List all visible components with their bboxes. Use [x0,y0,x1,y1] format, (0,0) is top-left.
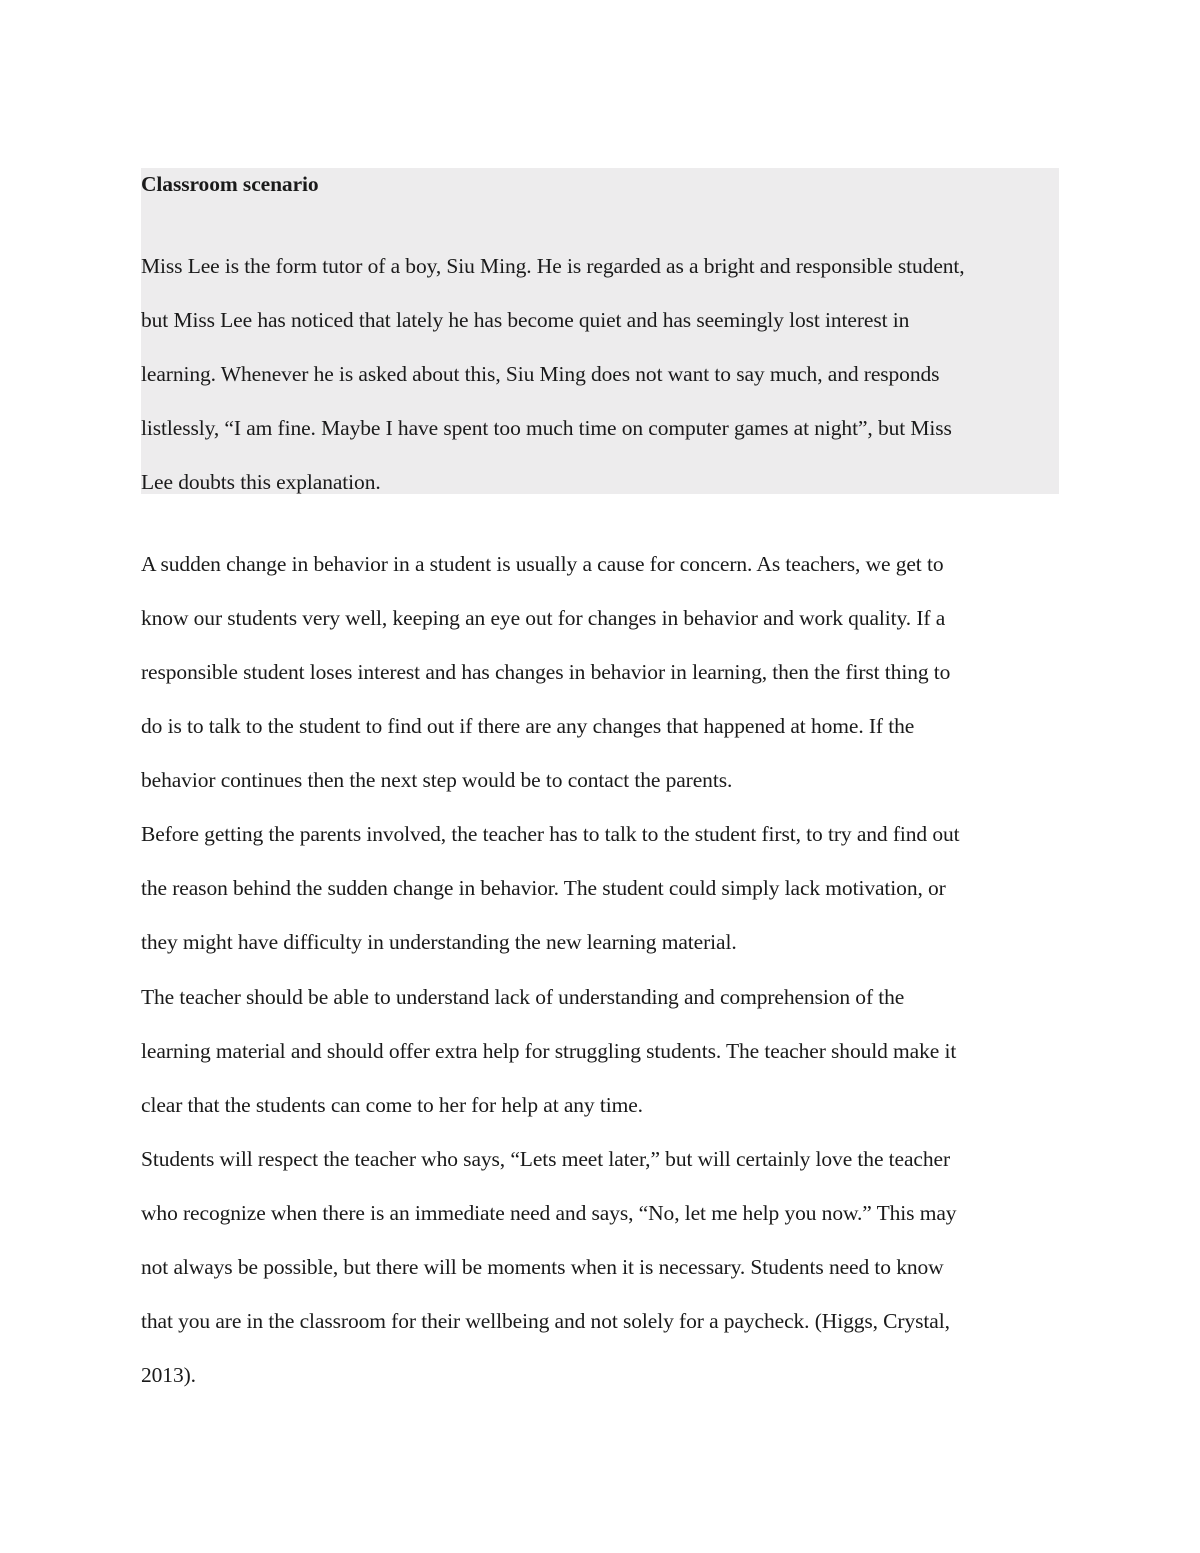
scenario-line: Miss Lee is the form tutor of a boy, Siu Ming. He is regarded as a bright and responsible student, [141,254,965,278]
body-line: 2013). [141,1363,196,1387]
body-line: not always be possible, but there will be moments when it is necessary. Students need to know [141,1255,944,1279]
body-line: the reason behind the sudden change in behavior. The student could simply lack motivation, or [141,876,946,900]
scenario-line: Lee doubts this explanation. [141,470,381,494]
body-line: clear that the students can come to her for help at any time. [141,1093,643,1117]
body-line: responsible student loses interest and has changes in behavior in learning, then the first thing to [141,660,951,684]
body-line: A sudden change in behavior in a student is usually a cause for concern. As teachers, we get to [141,552,944,576]
body-line: Students will respect the teacher who says, “Lets meet later,” but will certainly love the teacher [141,1147,951,1171]
scenario-line: learning. Whenever he is asked about this, Siu Ming does not want to say much, and responds [141,362,940,386]
scenario-line: but Miss Lee has noticed that lately he has become quiet and has seemingly lost interest in [141,308,910,332]
scenario-heading: Classroom scenario [141,172,319,196]
body-line: Before getting the parents involved, the teacher has to talk to the student first, to try and find out [141,822,960,846]
body-line: behavior continues then the next step would be to contact the parents. [141,768,733,792]
body-line: do is to talk to the student to find out if there are any changes that happened at home. If the [141,714,915,738]
body-line: who recognize when there is an immediate need and says, “No, let me help you now.” This may [141,1201,957,1225]
body-line: The teacher should be able to understand lack of understanding and comprehension of the [141,985,905,1009]
scenario-line: listlessly, “I am fine. Maybe I have spent too much time on computer games at night”, but Miss [141,416,952,440]
body-line: know our students very well, keeping an eye out for changes in behavior and work quality. If a [141,606,946,630]
body-line: learning material and should offer extra help for struggling students. The teacher should make it [141,1039,957,1063]
body-line: that you are in the classroom for their wellbeing and not solely for a paycheck. (Higgs, Crystal, [141,1309,950,1333]
body-line: they might have difficulty in understanding the new learning material. [141,930,737,954]
